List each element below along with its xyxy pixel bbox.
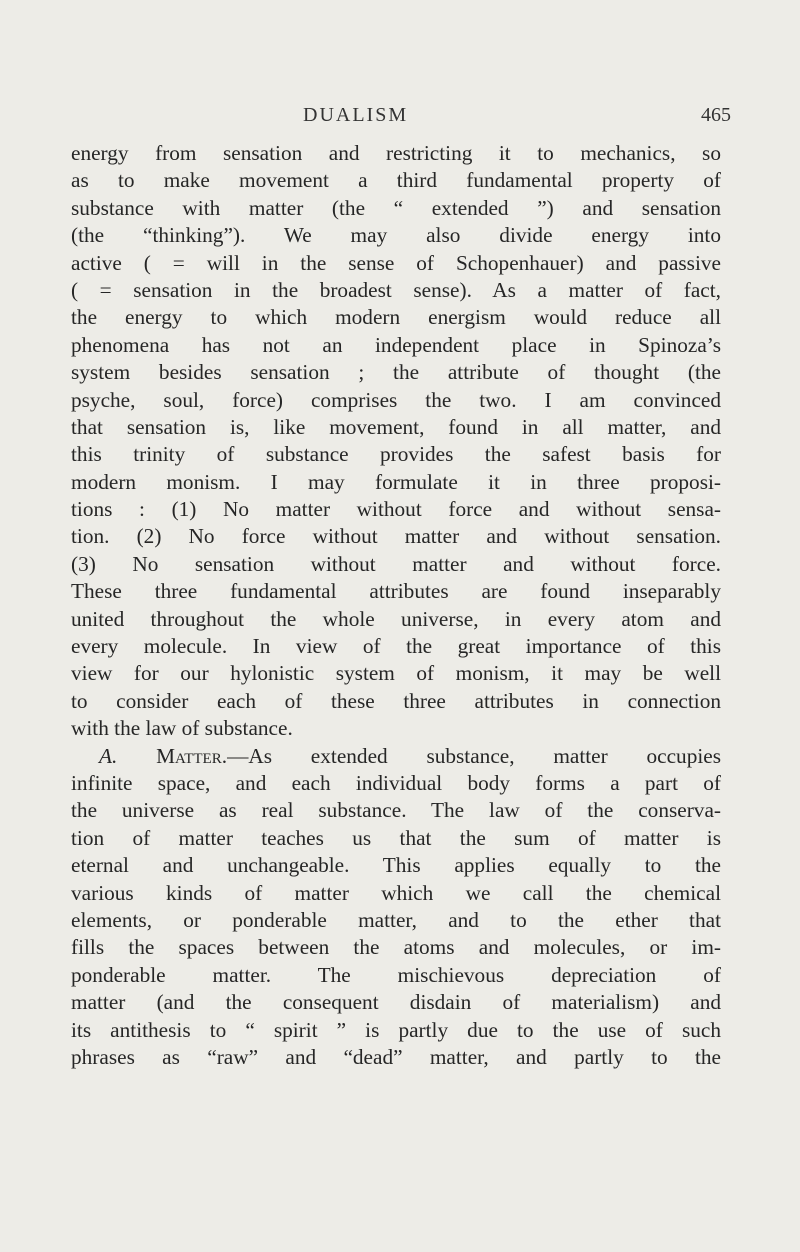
section-a-first-line xyxy=(71,743,721,770)
text-line: every molecule. In view of the great importance of this xyxy=(71,634,721,659)
text-line: the universe as real substance. The law of the conserva- xyxy=(71,798,721,823)
page-header xyxy=(0,104,800,136)
section-first-line-text: —As extended substance, matter occupies xyxy=(227,743,722,768)
text-line: eternal and unchangeable. This applies equally to the xyxy=(71,853,721,878)
text-line: ( = sensation in the broadest sense). As a matter of fact, xyxy=(71,277,721,302)
section-heading: Matter. xyxy=(156,743,228,768)
text-line: united throughout the whole universe, in every atom and xyxy=(71,606,721,631)
text-line: These three fundamental attributes are found inseparably xyxy=(71,579,721,604)
text-line: its antithesis to “ spirit ” is partly due to the use of such xyxy=(71,1017,721,1042)
text-line: modern monism. I may formulate it in three proposi- xyxy=(71,469,721,494)
text-line: to consider each of these three attributes in connection xyxy=(71,688,721,713)
running-head: DUALISM xyxy=(303,104,409,126)
text-line: psyche, soul, force) comprises the two. I am convinced xyxy=(71,387,721,412)
text-line: the energy to which modern energism would reduce all xyxy=(71,305,721,330)
text-line: phrases as “raw” and “dead” matter, and partly to the xyxy=(71,1044,721,1069)
text-line: view for our hylonistic system of monism, it may be well xyxy=(71,661,721,686)
text-line: this trinity of substance provides the safest basis for xyxy=(71,442,721,467)
text-line: (3) No sensation without matter and without force. xyxy=(71,551,721,576)
text-line: system besides sensation ; the attribute of thought (the xyxy=(71,360,721,385)
text-line: tion. (2) No force without matter and without sensation. xyxy=(71,524,721,549)
text-line: energy from sensation and restricting it to mechanics, so xyxy=(71,141,721,165)
text-line: matter (and the consequent disdain of materialism) and xyxy=(71,990,721,1015)
text-line: substance with matter (the “ extended ”) and sensation xyxy=(71,195,721,220)
text-line: phenomena has not an independent place in Spinoza’s xyxy=(71,332,721,357)
text-line: with the law of substance. xyxy=(71,716,293,741)
text-line: as to make movement a third fundamental property of xyxy=(71,168,721,193)
text-line: ponderable matter. The mischievous depreciation of xyxy=(71,962,721,987)
page-number: 465 xyxy=(701,104,731,126)
text-line: infinite space, and each individual body forms a part of xyxy=(71,770,721,795)
text-line: fills the spaces between the atoms and molecules, or im- xyxy=(71,935,721,960)
text-line: that sensation is, like movement, found in all matter, and xyxy=(71,414,721,439)
body-text xyxy=(71,140,721,1071)
text-line: active ( = will in the sense of Schopenhauer) and passive xyxy=(71,250,721,275)
text-line: (the “thinking”). We may also divide energy into xyxy=(71,223,721,248)
text-line: elements, or ponderable matter, and to the ether that xyxy=(71,907,721,932)
section-letter: A. xyxy=(99,743,118,768)
text-line: tion of matter teaches us that the sum of matter is xyxy=(71,825,721,850)
text-line: tions : (1) No matter without force and without sensa- xyxy=(71,497,721,522)
text-line: various kinds of matter which we call the chemical xyxy=(71,880,721,905)
